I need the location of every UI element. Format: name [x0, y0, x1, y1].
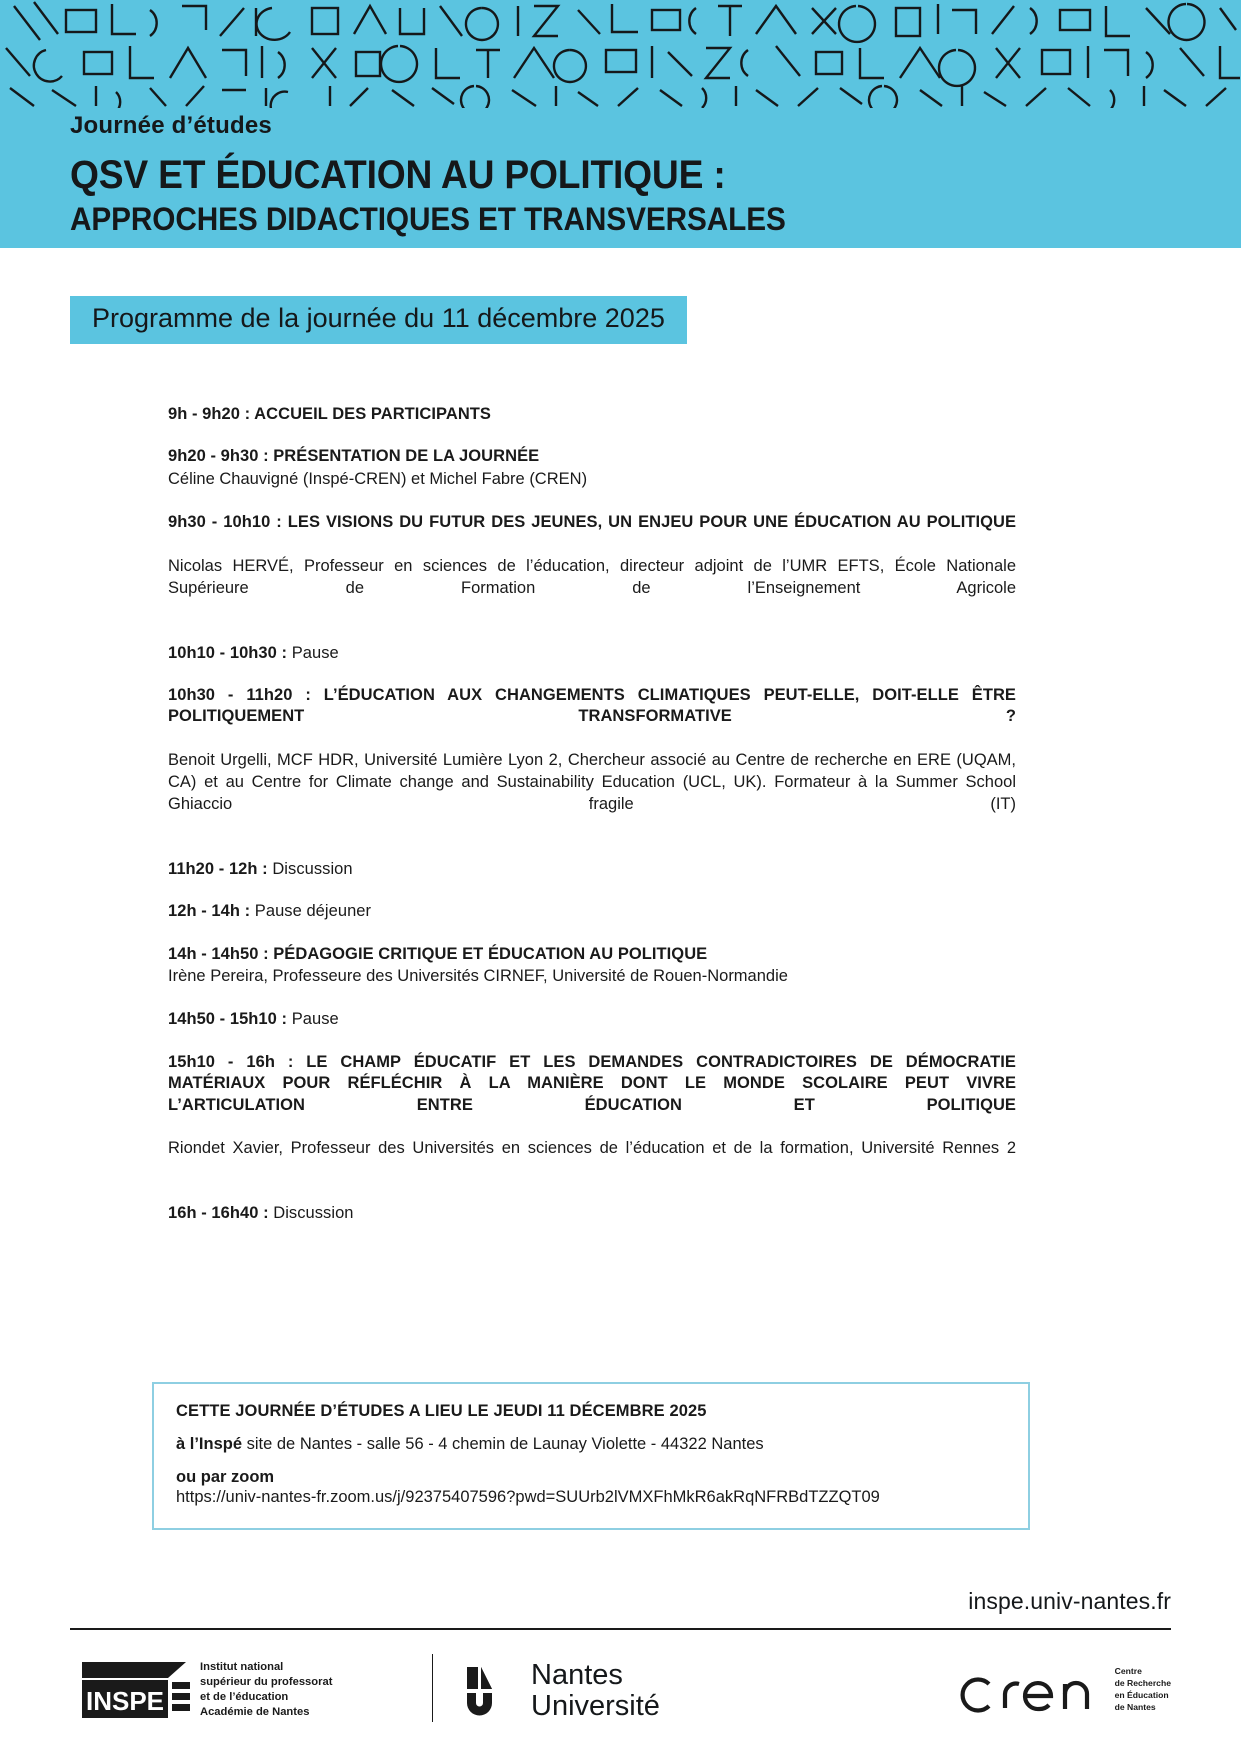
programme-entry-time: 12h - 14h :: [168, 902, 251, 921]
programme-entry: [168, 512, 1016, 622]
cren-line-3: en Éducation: [1114, 1690, 1169, 1700]
programme-entry-time: 10h10 - 10h30 :: [168, 643, 288, 662]
programme-entry-title: 9h - 9h20 : ACCUEIL DES PARTICIPANTS: [168, 405, 491, 423]
inspe-line-4: Académie de Nantes: [200, 1705, 310, 1718]
programme-entry: [168, 1203, 1016, 1224]
programme-entry-speaker: Irène Pereira, Professeure des Universités CIRNEF, Université de Rouen-Normandie: [168, 967, 788, 986]
programme-entry-speaker: Céline Chauvigné (Inspé-CREN) et Michel Fabre (CREN): [168, 469, 588, 488]
programme-entry-title: 10h30 - 11h20 : L’ÉDUCATION AUX CHANGEMENTS CLIMATIQUES PEUT-ELLE, DOIT-ELLE ÊTRE POLITIQUEMENT TRANSFORMATIVE ?: [168, 685, 1016, 726]
cren-logo: [957, 1666, 1171, 1714]
info-venue-rest: site de Nantes - salle 56 - 4 chemin de Launay Violette - 44322 Nantes: [242, 1435, 764, 1453]
programme-entry-title: [168, 859, 1016, 880]
cren-logo-mark: [957, 1666, 1105, 1714]
programme-entry: [168, 901, 1016, 922]
programme-entry: [168, 643, 1016, 664]
info-heading-line: [176, 1402, 1006, 1421]
inspe-logo-mark: [82, 1662, 190, 1718]
footer-logos: [70, 1652, 1171, 1734]
cren-line-1: Centre: [1114, 1666, 1142, 1677]
programme-entry: [168, 944, 1016, 988]
programme-entry-label: Pause déjeuner: [250, 902, 372, 921]
programme-entry-speaker: Nicolas HERVÉ, Professeur en sciences de l’éducation, directeur adjoint de l’UMR EFTS, École Nationale Supérieure de Formation de l’Enseignement Agricole: [168, 556, 1016, 597]
programme-entry-title: [168, 1203, 1016, 1224]
programme-entry-label: Discussion: [267, 860, 353, 878]
info-heading-text: CETTE JOURNÉE D’ÉTUDES A LIEU LE JEUDI 11 DÉCEMBRE 2025: [176, 1402, 707, 1420]
programme-entry-title: [168, 1009, 1016, 1030]
inspe-line-1: Institut national: [200, 1661, 284, 1673]
programme-entry-time: 14h50 - 15h10 :: [168, 1010, 288, 1029]
zoom-meeting-link[interactable]: https://univ-nantes-fr.zoom.us/j/92375407596?pwd=SUUrb2lVMXFhMkR6akRqNFRBdTZZQT09: [176, 1488, 880, 1506]
header-text-block: [70, 112, 1170, 238]
svg-text:INSPE: INSPE: [85, 1685, 165, 1716]
footer-logo-separator: [432, 1654, 433, 1722]
info-venue-bold: à l’Inspé: [176, 1435, 243, 1453]
programme-entry-label: Pause: [287, 643, 339, 662]
programme-entry-time: 11h20 - 12h :: [168, 860, 268, 878]
cren-line-2: de Recherche: [1114, 1678, 1171, 1689]
nantes-line-2: Université: [531, 1690, 660, 1723]
inspe-line-3: et de l’éducation: [200, 1690, 289, 1703]
programme-entry: [168, 1009, 1016, 1030]
programme-entry-title: 15h10 - 16h : LE CHAMP ÉDUCATIF ET LES DEMANDES CONTRADICTOIRES DE DÉMOCRATIE MATÉRIAUX POUR RÉFLÉCHIR À LA MANIÈRE DONT LE MONDE SCOLAIRE PEUT VIVRE L’ARTICULATION ENTRE ÉDUCATION ET POLITIQUE: [168, 1052, 1016, 1114]
programme-entry-title: [168, 643, 1016, 664]
info-venue-text: [176, 1435, 764, 1453]
page-title: QSV ET ÉDUCATION AU POLITIQUE :: [70, 153, 726, 197]
website-url[interactable]: inspe.univ-nantes.fr: [968, 1588, 1171, 1614]
programme-entry-time: 16h - 16h40 :: [168, 1204, 269, 1223]
practical-info-box: [152, 1382, 1030, 1530]
programme-entry: [168, 404, 1016, 425]
header-kicker: Journée d’études: [70, 112, 272, 139]
info-venue-line: [176, 1435, 1006, 1454]
inspe-line-2: supérieur du professorat: [200, 1675, 333, 1688]
page-header: [0, 0, 1241, 248]
programme-entry-title: 14h - 14h50 : PÉDAGOGIE CRITIQUE ET ÉDUCATION AU POLITIQUE: [168, 944, 708, 963]
programme-heading-bar: [70, 296, 687, 344]
inspe-logo: [82, 1660, 332, 1720]
programme-entry: [168, 1052, 1016, 1183]
programme-entry: [168, 685, 1016, 838]
nantes-logo-mark: [465, 1665, 517, 1717]
programme-entry-title: 9h30 - 10h10 : LES VISIONS DU FUTUR DES JEUNES, UN ENJEU POUR UNE ÉDUCATION AU POLITIQUE: [168, 512, 1016, 531]
nantes-line-1: Nantes: [531, 1659, 623, 1691]
programme-entry-speaker: Benoit Urgelli, MCF HDR, Université Lumière Lyon 2, Chercheur associé au Centre de recherche en ERE (UQAM, CA) et au Centre for Climate change and Sustainability Education (UCL, UK). Formateur à la Summer School Ghiaccio fragile (IT): [168, 751, 1016, 814]
inspe-logo-text: [200, 1660, 332, 1720]
footer-divider-rule: [70, 1628, 1171, 1630]
header-decorative-pattern: [0, 0, 1241, 108]
programme-entry-title: 9h20 - 9h30 : PRÉSENTATION DE LA JOURNÉE: [168, 447, 540, 466]
info-zoom-label: ou par zoom: [176, 1468, 275, 1486]
programme-heading-label: Programme de la journée du 11 décembre 2025: [92, 303, 665, 333]
cren-line-4: de Nantes: [1114, 1701, 1156, 1712]
programme-entry-title: [168, 901, 1016, 922]
programme-list: [168, 404, 1016, 1225]
programme-entry: [168, 859, 1016, 880]
cren-logo-text: [1115, 1666, 1171, 1713]
programme-entry: [168, 446, 1016, 490]
programme-entry-label: Discussion: [268, 1204, 354, 1223]
page-subtitle: APPROCHES DIDACTIQUES ET TRANSVERSALES: [70, 201, 786, 238]
info-zoom-line: [176, 1468, 1006, 1508]
nantes-universite-logo: [465, 1660, 660, 1723]
programme-entry-speaker: Riondet Xavier, Professeur des Universités en sciences de l’éducation et de la formation, Université Rennes 2: [168, 1139, 1016, 1158]
nantes-logo-text: [531, 1660, 660, 1723]
programme-entry-label: Pause: [287, 1010, 339, 1029]
